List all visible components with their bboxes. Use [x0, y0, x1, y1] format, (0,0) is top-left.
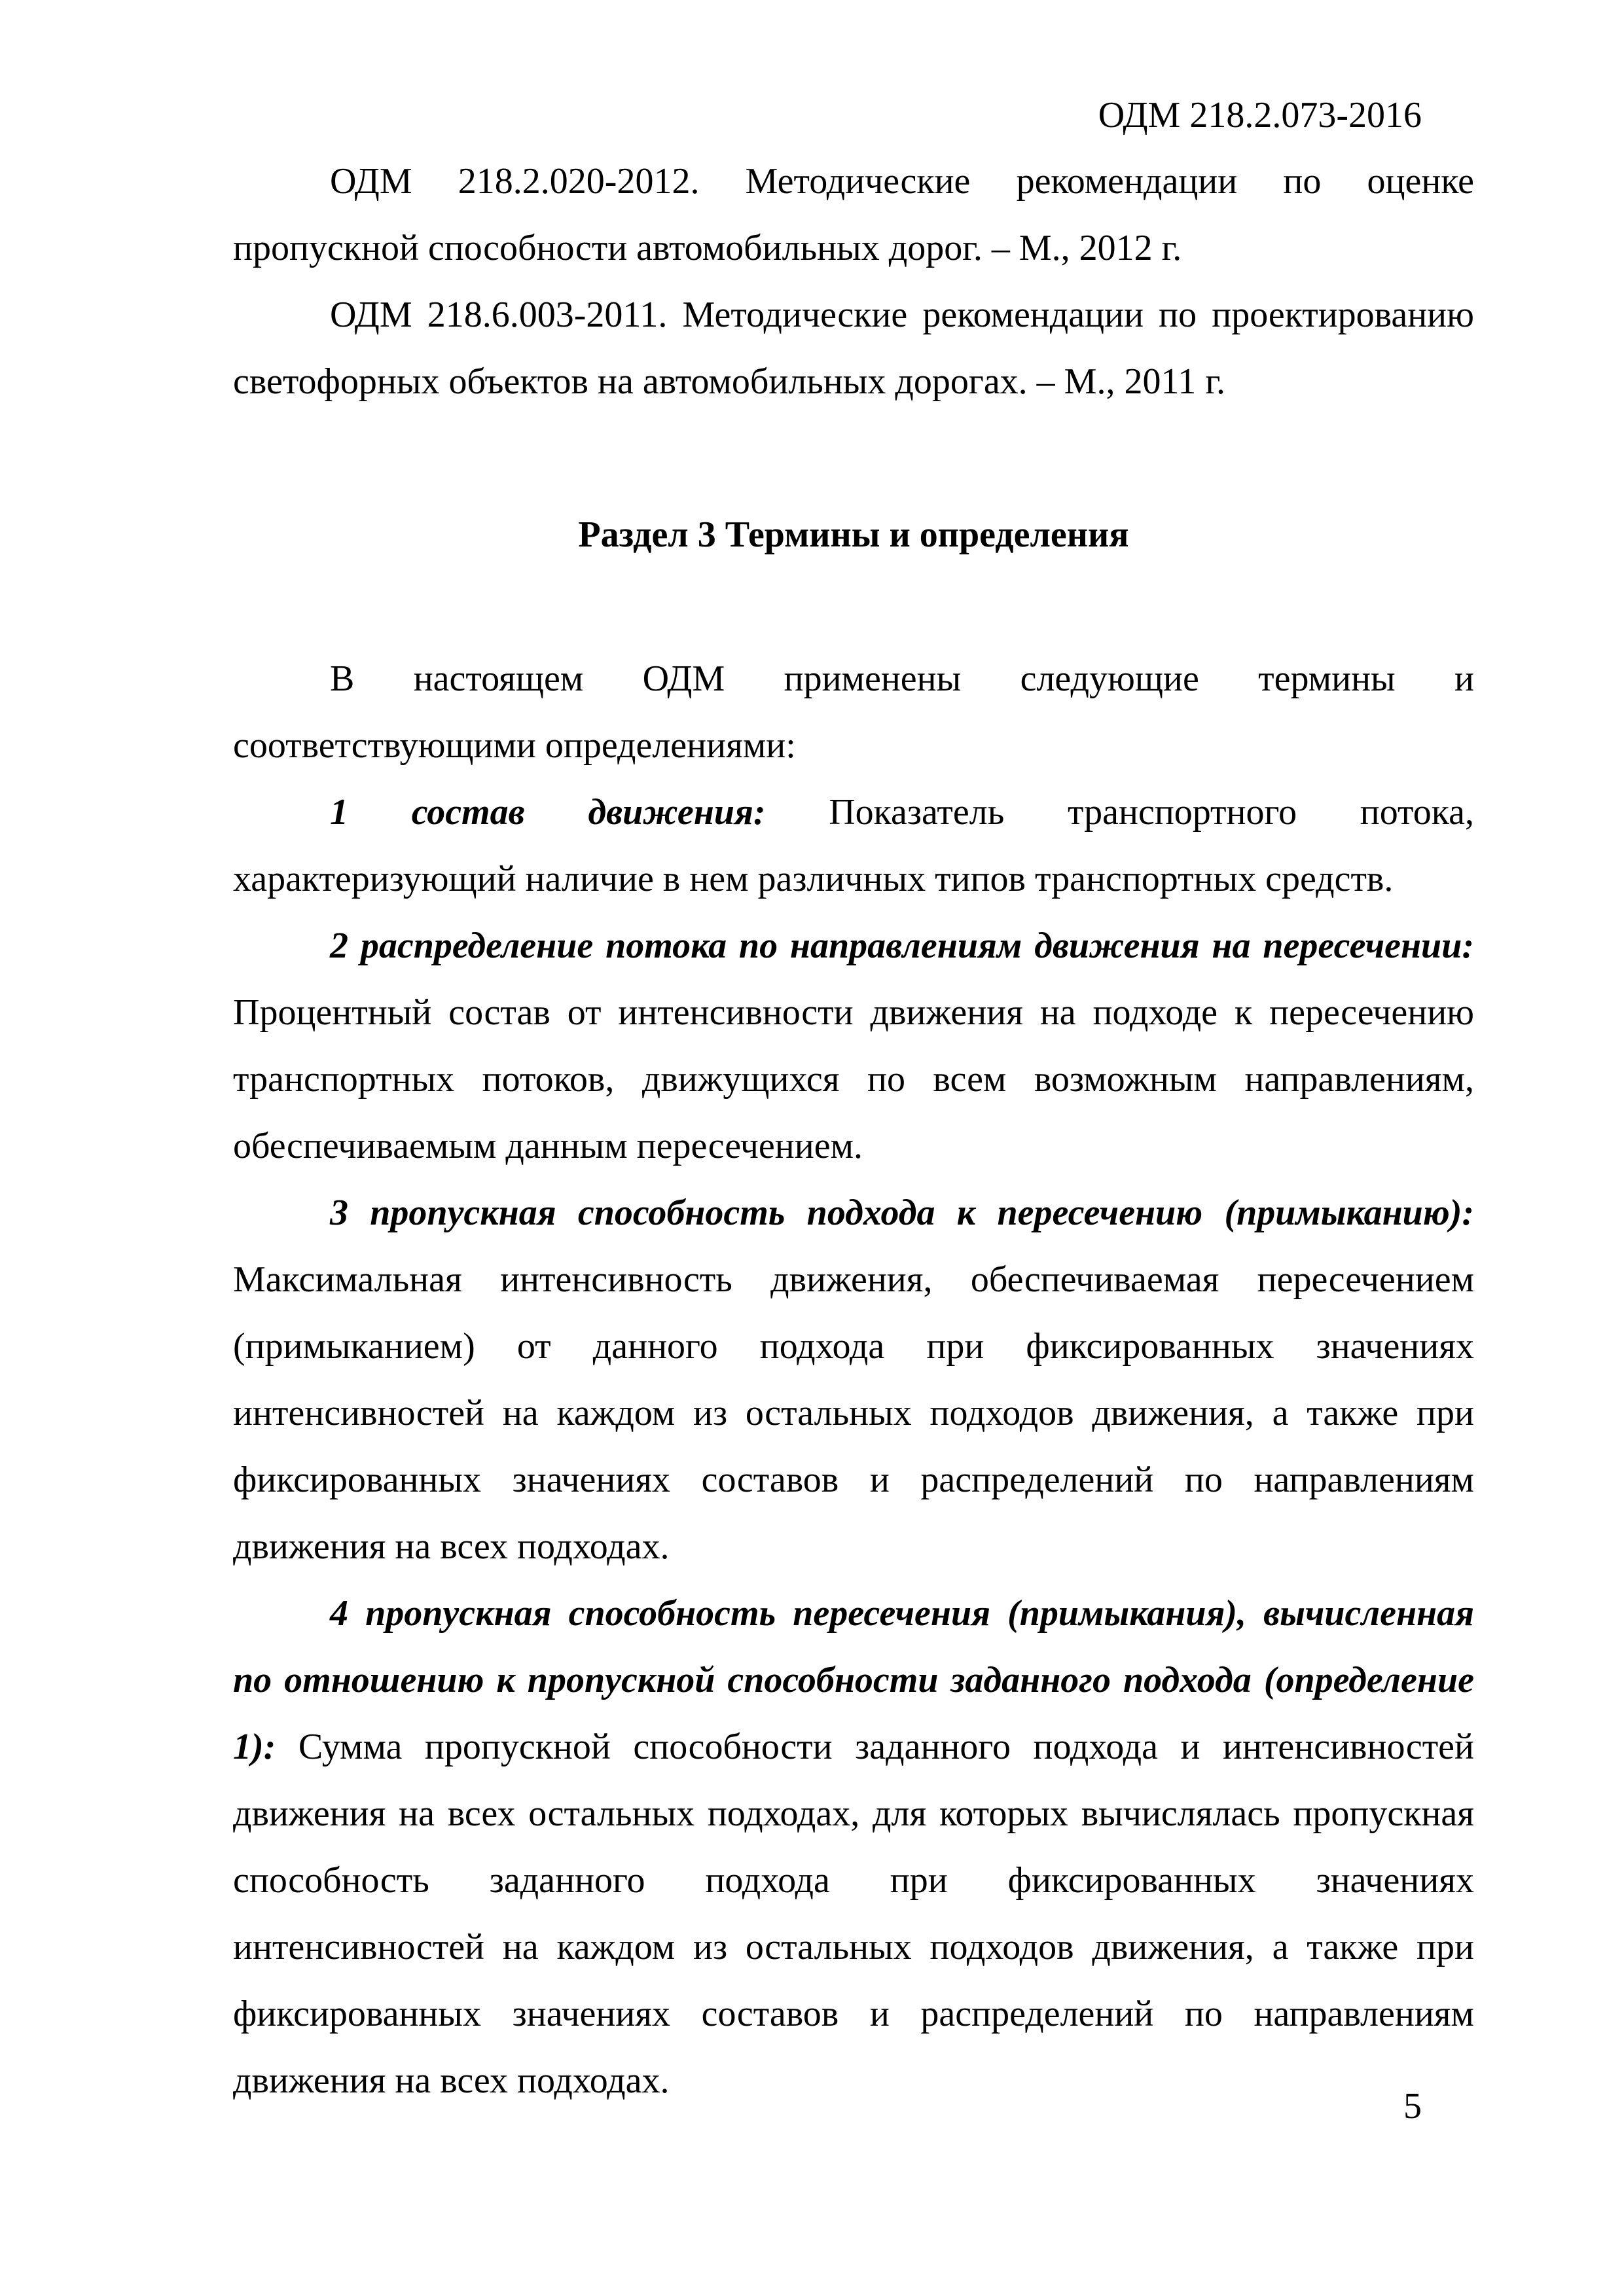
term-name: 2 распределение потока по направлениям движения на пересечении: [330, 925, 1474, 966]
reference-item: ОДМ 218.2.020-2012. Методические рекомендации по оценке пропускной способности автомобильных дорог. – М., 2012 г. [233, 161, 1474, 268]
term-text: Процентный состав от интенсивности движения на подходе к пересечению транспортных потоков, движущихся по всем возможным направлениям, обеспечиваемым данным пересечением. [233, 992, 1474, 1166]
term-text: Показатель транспортного потока, характеризующий наличие в нем различных типов транспортных средств. [233, 792, 1474, 899]
term-name: 4 пропускная способность пересечения (примыкания), вычисленная по отношению к пропускной способности заданного подхода (определение 1): [233, 1593, 1474, 1767]
references-list [233, 148, 1474, 415]
term-text: Максимальная интенсивность движения, обеспечиваемая пересечением (примыканием) от данного подхода при фиксированных значениях интенсивностей на каждом из остальных подходов движения, а также при фиксированных значениях составов и распределений по направлениям движения на всех подходах. [233, 1259, 1474, 1567]
term-name: 1 состав движения: [330, 792, 766, 833]
term-text: Сумма пропускной способности заданного подхода и интенсивностей движения на всех остальных подходах, для которых вычислялась пропускная способность заданного подхода при фиксированных значениях интенсивностей на каждом из остальных подходов движения, а также при фиксированных значениях составов и распределений по направлениям движения на всех подходах. [233, 1727, 1474, 2101]
section-title: Раздел 3 Термины и определения [578, 514, 1129, 555]
term-name: 3 пропускная способность подхода к пересечению (примыканию): [330, 1193, 1474, 1233]
term-definition [233, 1179, 1474, 1580]
term-definition [233, 1580, 1474, 2114]
document-body [233, 148, 1474, 2114]
page-number: 5 [1403, 2086, 1422, 2126]
section-intro: В настоящем ОДМ применены следующие термины и соответствующими определениями: [233, 658, 1474, 766]
term-definition [233, 779, 1474, 912]
reference-item: ОДМ 218.6.003-2011. Методические рекомендации по проектированию светофорных объектов на автомобильных дорогах. – М., 2011 г. [233, 295, 1474, 402]
term-definition [233, 912, 1474, 1179]
document-code-header: ОДМ 218.2.073-2016 [1098, 95, 1422, 135]
